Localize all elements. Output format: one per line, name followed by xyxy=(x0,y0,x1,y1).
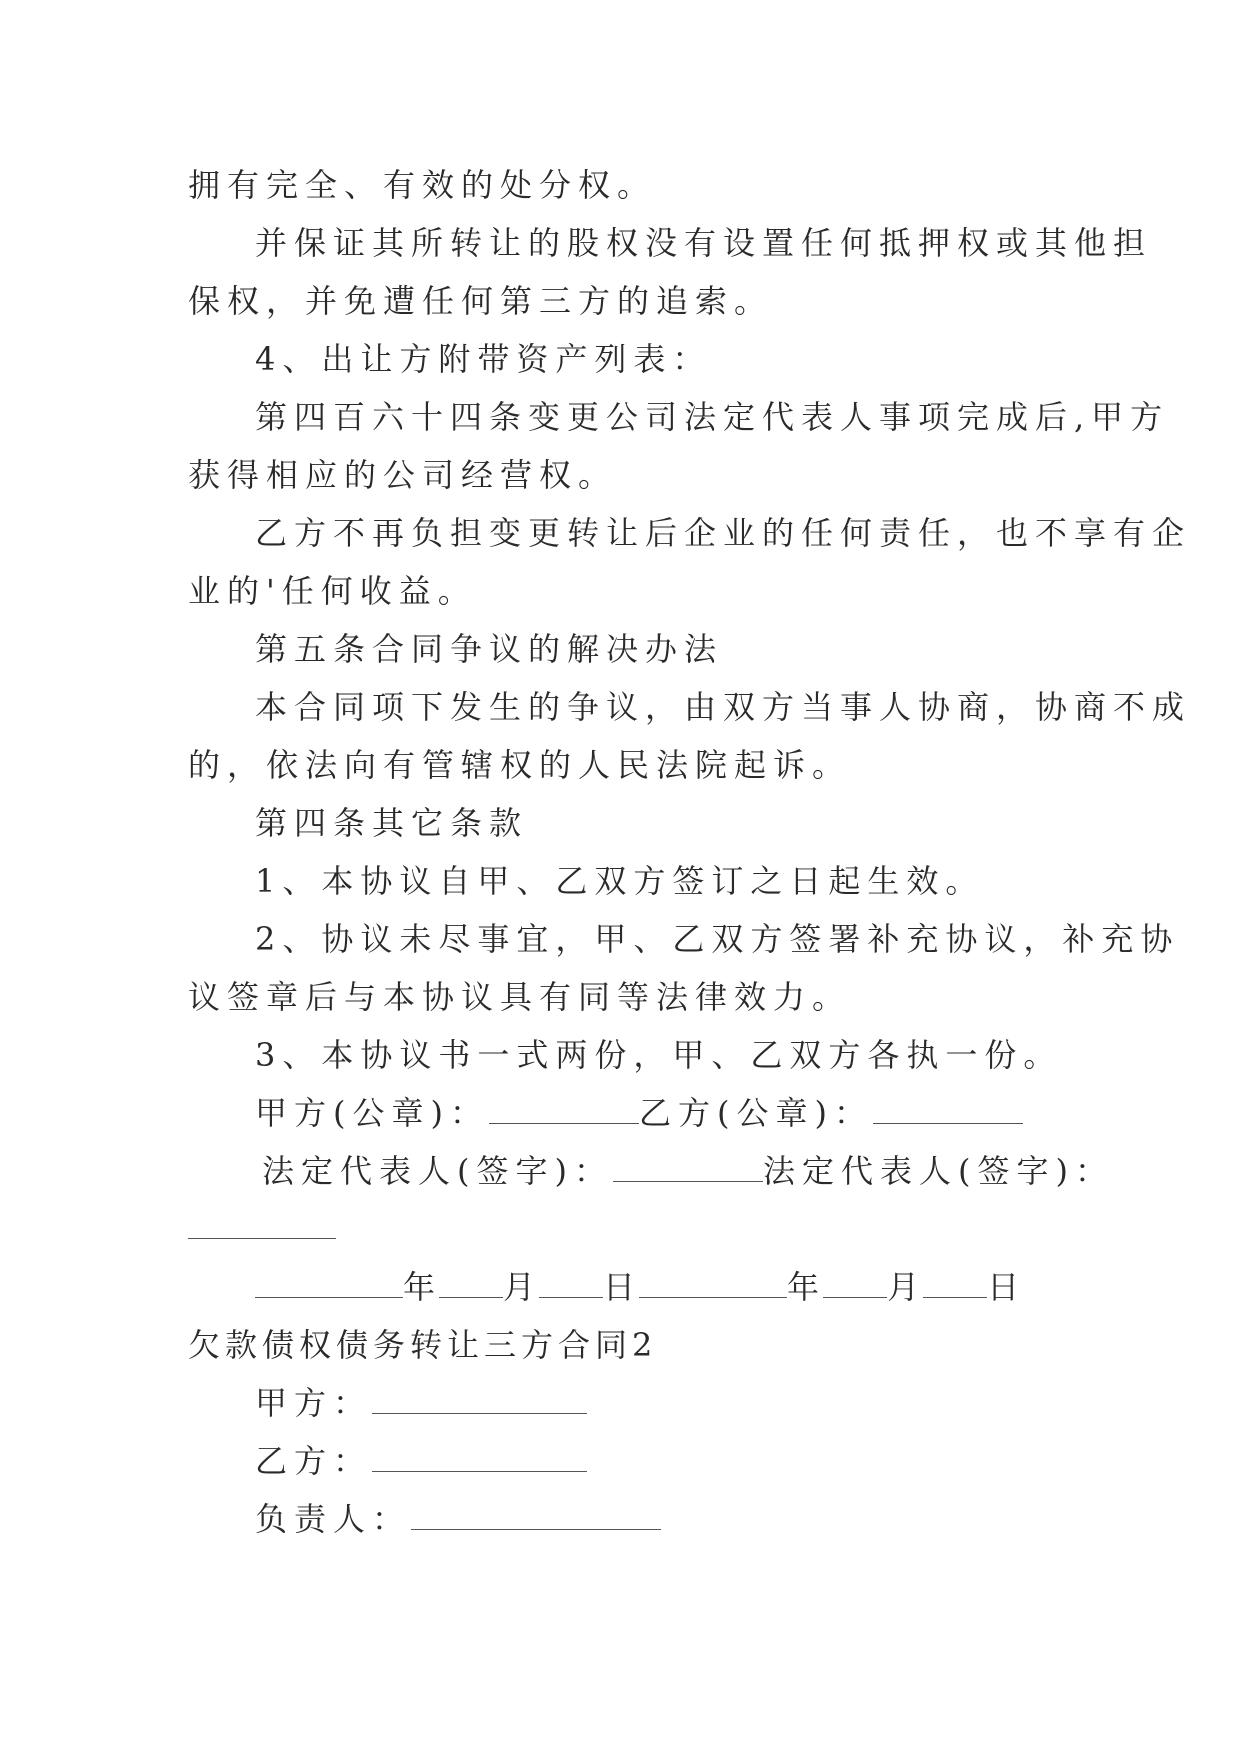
rep-a-blank xyxy=(613,1153,763,1182)
paragraph-line: 保权，并免遭任何第三方的追索。 xyxy=(188,282,774,320)
second-contract-title: 欠款债权债务转让三方合同2 xyxy=(188,1326,658,1364)
day-a-blank xyxy=(539,1269,603,1298)
party-b-label: 乙方： xyxy=(255,1442,373,1480)
paragraph-line: 本合同项下发生的争议，由双方当事人协商，协商不成 xyxy=(255,688,1192,726)
section-heading: 第四条其它条款 xyxy=(255,804,529,842)
rep-a-label: 法定代表人(签字)： xyxy=(262,1152,613,1190)
day-a-label: 日 xyxy=(603,1268,640,1306)
paragraph-line: 第四百六十四条变更公司法定代表人事项完成后,甲方 xyxy=(255,398,1170,436)
paragraph-line: 2、协议未尽事宜，甲、乙双方签署补充协议，补充协 xyxy=(255,920,1180,958)
party-b-line xyxy=(255,1441,587,1481)
day-b-blank xyxy=(923,1269,987,1298)
year-b-blank xyxy=(639,1269,787,1298)
section-heading: 第五条合同争议的解决办法 xyxy=(255,630,724,668)
day-b-label: 日 xyxy=(987,1268,1024,1306)
paragraph-line: 议签章后与本协议具有同等法律效力。 xyxy=(188,978,852,1016)
paragraph-line: 拥有完全、有效的处分权。 xyxy=(188,166,657,204)
paragraph-line: 4、出让方附带资产列表： xyxy=(255,340,712,378)
paragraph-line: 1、本协议自甲、乙双方签订之日起生效。 xyxy=(255,862,985,900)
month-a-label: 月 xyxy=(503,1268,540,1306)
year-a-blank xyxy=(255,1269,403,1298)
paragraph-line: 乙方不再负担变更转让后企业的任何责任，也不享有企 xyxy=(255,514,1192,552)
party-a-label: 甲方： xyxy=(255,1384,373,1422)
paragraph-line: 并保证其所转让的股权没有设置任何抵押权或其他担 xyxy=(255,224,1153,262)
paragraph-line: 的，依法向有管辖权的人民法院起诉。 xyxy=(188,746,852,784)
month-a-blank xyxy=(439,1269,503,1298)
year-b-label: 年 xyxy=(787,1268,824,1306)
party-a-seal-label: 甲方(公章)： xyxy=(255,1094,489,1132)
month-b-label: 月 xyxy=(887,1268,924,1306)
rep-b-label: 法定代表人(签字)： xyxy=(762,1152,1114,1190)
responsible-blank xyxy=(411,1501,661,1530)
paragraph-line: 业的'任何收益。 xyxy=(188,572,477,610)
party-b-blank xyxy=(372,1443,587,1472)
year-a-label: 年 xyxy=(403,1268,440,1306)
paragraph-line: 3、本协议书一式两份，甲、乙双方各执一份。 xyxy=(255,1036,1063,1074)
party-a-seal-blank xyxy=(489,1095,639,1124)
paragraph-line: 获得相应的公司经营权。 xyxy=(188,456,618,494)
seal-line xyxy=(255,1093,1023,1133)
party-b-seal-label: 乙方(公章)： xyxy=(638,1094,873,1132)
representative-line xyxy=(262,1151,1114,1191)
party-a-blank xyxy=(372,1385,587,1414)
responsible-label: 负责人： xyxy=(255,1500,412,1538)
rep-b-blank xyxy=(188,1238,336,1239)
date-line xyxy=(255,1267,1023,1307)
responsible-line xyxy=(255,1499,661,1539)
month-b-blank xyxy=(823,1269,887,1298)
party-a-line xyxy=(255,1383,587,1423)
party-b-seal-blank xyxy=(873,1095,1023,1124)
